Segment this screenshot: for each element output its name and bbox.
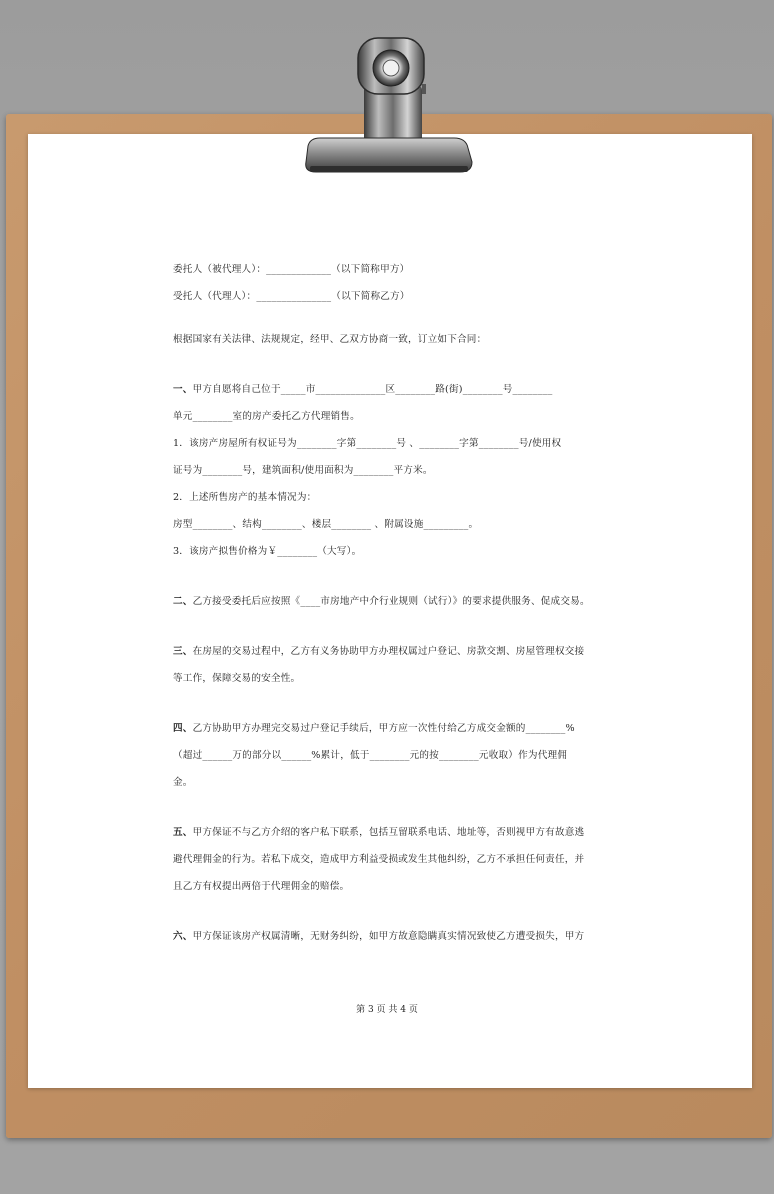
section-1-line-7: 3．该房产拟售价格为￥________（大写）。: [173, 546, 362, 557]
principal-line: 委托人（被代理人）：_____________（以下简称甲方）: [173, 264, 410, 275]
binder-clip-icon: [296, 26, 478, 178]
section-4-number: 四、: [173, 723, 193, 734]
section-4-line-3: 金。: [173, 777, 193, 788]
section-5-line-1: 五、甲方保证不与乙方介绍的客户私下联系，包括互留联系电话、地址等，否则视甲方有故意逃: [173, 827, 585, 838]
section-5-line-3: 且乙方有权提出两倍于代理佣金的赔偿。: [173, 881, 350, 892]
section-4-line-1: 四、乙方协助甲方办理完交易过户登记手续后，甲方应一次性付给乙方成交金额的________%: [173, 723, 575, 734]
section-1-line-4: 证号为________号，建筑面积/使用面积为________平方米。: [173, 465, 433, 476]
section-3-line-1: 三、在房屋的交易过程中，乙方有义务协助甲方办理权属过户登记、房款交割、房屋管理权交接: [173, 646, 585, 657]
section-1-line-2: 单元________室的房产委托乙方代理销售。: [173, 411, 360, 422]
section-1-number: 一、: [173, 384, 193, 395]
section-1-line-5: 2．上述所售房产的基本情况为：: [173, 492, 317, 503]
page-number-footer: 第 3 页 共 4 页: [356, 1005, 418, 1015]
section-2-line-1: 二、乙方接受委托后应按照《____市房地产中介行业规则（试行）》的要求提供服务、促成交易。: [173, 596, 590, 607]
section-5-number: 五、: [173, 827, 193, 838]
contract-body: [173, 262, 605, 956]
section-1-line-1: 一、甲方自愿将自己位于_____市______________区________路(街)________号________: [173, 384, 553, 395]
section-3-line-2: 等工作，保障交易的安全性。: [173, 673, 301, 684]
agent-line: 受托人（代理人）：_______________（以下简称乙方）: [173, 291, 410, 302]
section-3-number: 三、: [173, 646, 193, 657]
section-5-line-2: 避代理佣金的行为。若私下成交，造成甲方利益受损或发生其他纠纷，乙方不承担任何责任，并: [173, 854, 585, 865]
section-2-number: 二、: [173, 596, 193, 607]
section-1-line-3: 1．该房产房屋所有权证号为________字第________号 、________字第________号/使用权: [173, 438, 562, 449]
section-6-number: 六、: [173, 931, 193, 942]
section-6-line-1: 六、甲方保证该房产权属清晰，无财务纠纷，如甲方故意隐瞒真实情况致使乙方遭受损失，甲方: [173, 931, 585, 942]
section-4-line-2: （超过______万的部分以______%累计，低于________元的按________元收取）作为代理佣: [173, 750, 568, 761]
intro-paragraph: 根据国家有关法律、法规规定，经甲、乙双方协商一致，订立如下合同：: [173, 334, 487, 345]
section-1-line-6: 房型________、结构________、楼层________ 、附属设施_________。: [173, 519, 479, 530]
